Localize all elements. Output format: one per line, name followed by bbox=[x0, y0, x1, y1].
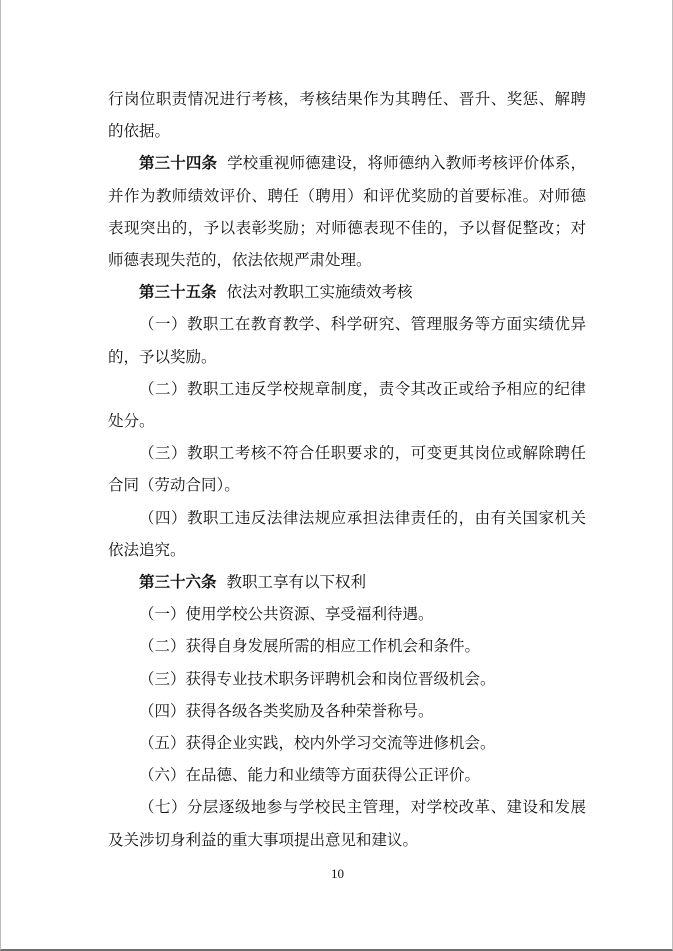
paragraph-text: （一）使用学校公共资源、享受福利待遇。 bbox=[139, 605, 434, 624]
paragraph-text: （二）获得自身发展所需的相应工作机会和条件。 bbox=[139, 637, 481, 656]
list-item bbox=[108, 598, 586, 630]
paragraph-text: （五）获得企业实践，校内外学习交流等进修机会。 bbox=[139, 734, 496, 753]
article-36 bbox=[108, 566, 586, 598]
paragraph-text: （四）获得各级各类奖励及各种荣誉称号。 bbox=[139, 701, 434, 720]
article-number: 第三十四条 bbox=[139, 154, 218, 173]
list-item bbox=[108, 759, 586, 791]
paragraph-text: （一）教职工在教育教学、科学研究、管理服务等方面实绩优异的，予以奖励。 bbox=[108, 315, 586, 366]
paragraph-text: 行岗位职责情况进行考核，考核结果作为其聘任、晋升、奖惩、解聘的依据。 bbox=[108, 90, 586, 141]
paragraph bbox=[108, 83, 586, 147]
article-35 bbox=[108, 276, 586, 308]
paragraph-text: 教职工享有以下权利 bbox=[226, 573, 367, 592]
list-item bbox=[108, 791, 586, 855]
page-number: 10 bbox=[331, 866, 344, 881]
article-34 bbox=[108, 147, 586, 276]
article-number: 第三十六条 bbox=[139, 573, 217, 592]
paragraph-text: （四）教职工违反法律法规应承担法律责任的，由有关国家机关依法追究。 bbox=[108, 508, 586, 559]
paragraph-text: （三）教职工考核不符合任职要求的，可变更其岗位或解除聘任合同（劳动合同）。 bbox=[108, 444, 586, 495]
paragraph-text: （七）分层逐级地参与学校民主管理，对学校改革、建设和发展及关涉切身利益的重大事项提出意见和建议。 bbox=[108, 798, 586, 849]
list-item bbox=[108, 663, 586, 695]
list-item bbox=[108, 373, 586, 437]
list-item bbox=[108, 437, 586, 501]
paragraph-text: 学校重视师德建设，将师德纳入教师考核评价体系，并作为教师绩效评价、聘任（聘用）和评优奖励的首要标准。对师德表现突出的，予以表彰奖励；对师德表现不佳的，予以督促整改；对师德表现失范的，依法依规严肃处理。 bbox=[108, 154, 586, 270]
paragraph-text: （二）教职工违反学校规章制度，责令其改正或给予相应的纪律处分。 bbox=[108, 379, 586, 431]
paragraph-text: 依法对教职工实施绩效考核 bbox=[226, 283, 413, 302]
list-item bbox=[108, 502, 586, 566]
article-number: 第三十五条 bbox=[139, 283, 217, 302]
list-item bbox=[108, 695, 586, 727]
list-item bbox=[108, 308, 586, 372]
list-item bbox=[108, 630, 586, 662]
paragraph-text: （三）获得专业技术职务评聘机会和岗位晋级机会。 bbox=[139, 669, 496, 688]
document-body bbox=[108, 83, 586, 856]
paragraph-text: （六）在品德、能力和业绩等方面获得公正评价。 bbox=[139, 766, 481, 785]
list-item bbox=[108, 727, 586, 759]
